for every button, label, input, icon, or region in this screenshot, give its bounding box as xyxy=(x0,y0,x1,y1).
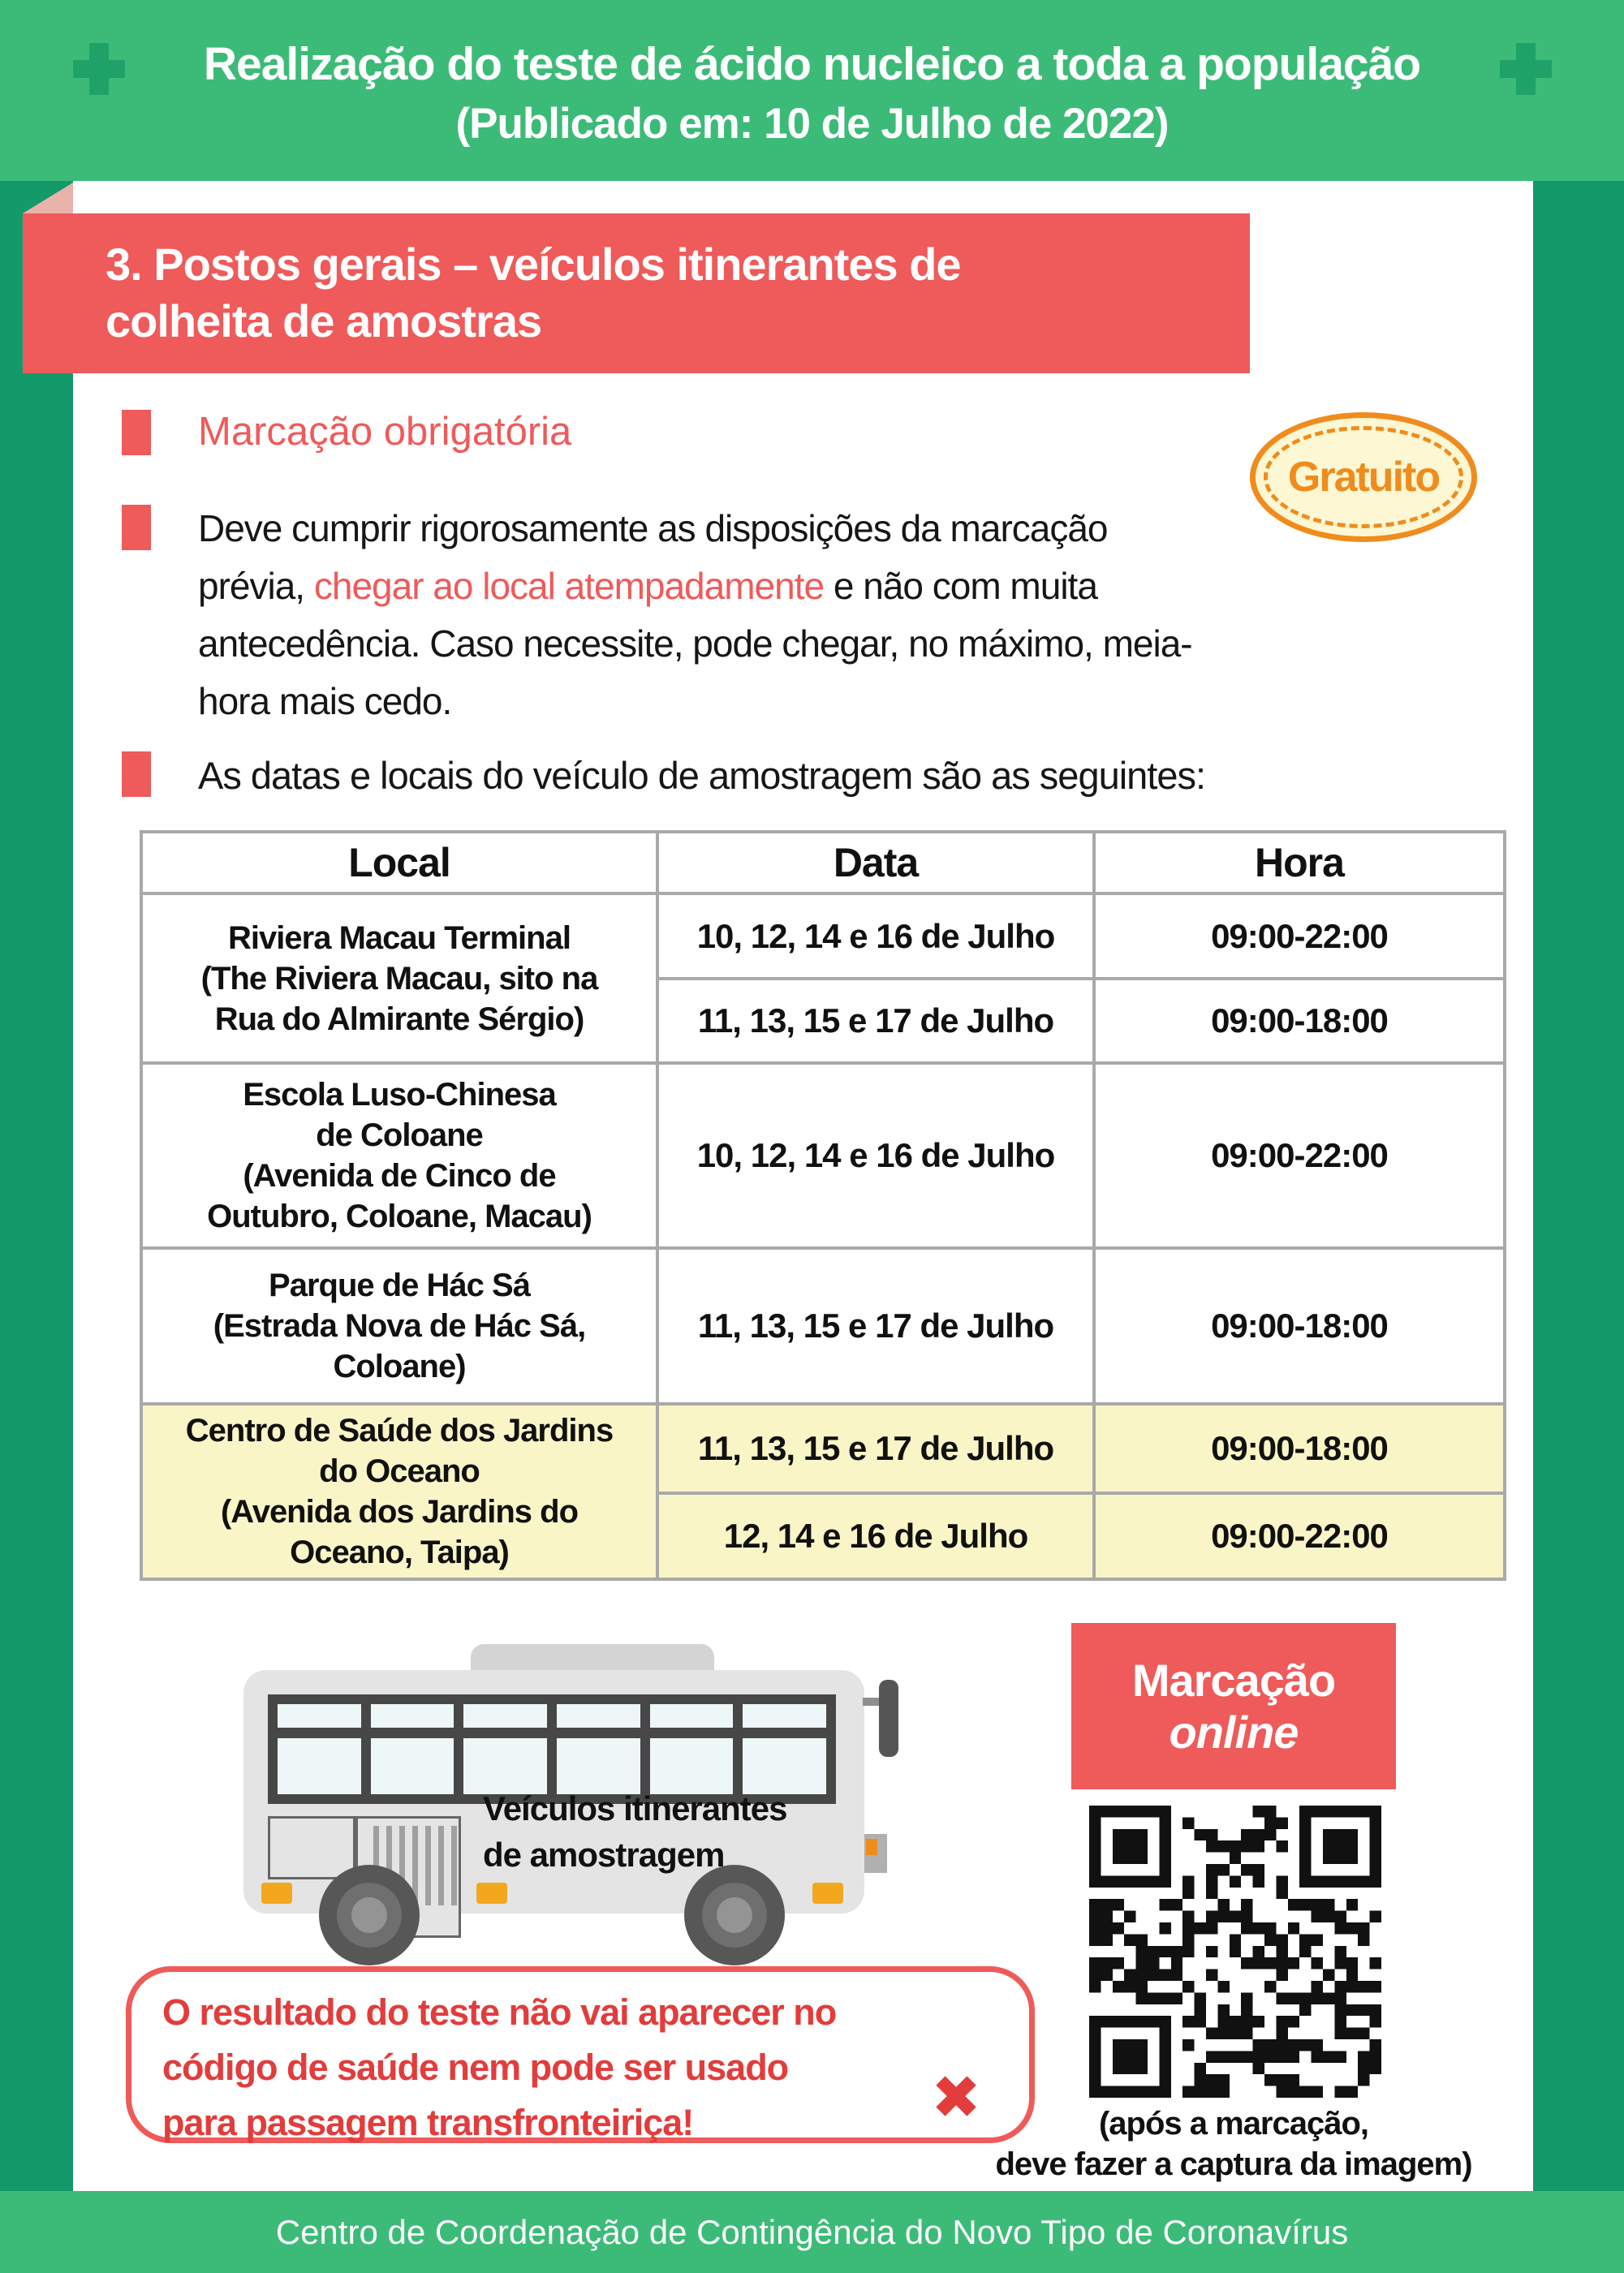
medical-cross-icon xyxy=(1500,43,1552,95)
paragraph-highlight: chegar ao local atempadamente xyxy=(313,565,825,607)
page-subtitle: (Publicado em: 10 de Julho de 2022) xyxy=(455,100,1169,148)
paragraph-text: Deve cumprir rigorosamente as disposições da marcação prévia, xyxy=(198,507,1108,607)
bullet-square xyxy=(122,410,151,455)
hora-cell: 09:00-22:00 xyxy=(1094,1063,1505,1248)
bus-wheel xyxy=(319,1865,420,1965)
local-cell xyxy=(141,1063,657,1248)
bus-window xyxy=(743,1704,826,1794)
bus-window xyxy=(463,1704,547,1794)
data-cell: 10, 12, 14 e 16 de Julho xyxy=(657,893,1094,979)
free-badge-label: Gratuito xyxy=(1287,454,1440,501)
table-row xyxy=(141,1063,1505,1248)
online-booking-box xyxy=(1071,1623,1396,1789)
bullet-square xyxy=(122,751,151,797)
bus-window xyxy=(650,1704,734,1794)
data-cell: 11, 13, 15 e 17 de Julho xyxy=(657,979,1094,1063)
footer-band xyxy=(0,2191,1624,2273)
table-row xyxy=(141,1248,1505,1404)
bus-light xyxy=(812,1883,843,1904)
x-mark-icon: ✖ xyxy=(931,2064,982,2131)
table-row xyxy=(141,893,1505,979)
table-header-row xyxy=(141,832,1505,893)
bus-tail-light xyxy=(864,1834,887,1873)
bus-mirror xyxy=(879,1680,898,1757)
warning-text: O resultado do teste não vai aparecer no código de saúde nem pode ser usado para passagem transfronteiriça! xyxy=(162,1991,837,2143)
bus-window xyxy=(557,1704,640,1794)
hora-cell: 09:00-22:00 xyxy=(1094,1493,1505,1579)
mandatory-booking-label: Marcação obrigatória xyxy=(198,410,572,454)
local-name: Riviera Macau Terminal xyxy=(228,919,571,956)
local-name: Parque de Hác Sá xyxy=(269,1268,530,1303)
free-badge xyxy=(1250,412,1477,542)
local-address: (The Riviera Macau, sito na Rua do Almirante Sérgio) xyxy=(200,960,598,1037)
hora-cell: 09:00-18:00 xyxy=(1094,979,1505,1063)
local-address: (Estrada Nova de Hác Sá, Coloane) xyxy=(213,1308,586,1384)
data-cell: 11, 13, 15 e 17 de Julho xyxy=(657,1404,1094,1493)
bullet-square xyxy=(122,505,151,550)
bus-front-panel xyxy=(268,1816,355,1879)
table-row-highlighted xyxy=(141,1404,1505,1493)
hora-cell: 09:00-18:00 xyxy=(1094,1404,1505,1493)
section-title-banner: 3. Postos gerais – veículos itinerantes de colheita de amostras xyxy=(23,213,1250,373)
local-address: (Avenida dos Jardins do Oceano, Taipa) xyxy=(220,1494,579,1570)
table-intro-label: As datas e locais do veículo de amostragem são as seguintes: xyxy=(198,754,1206,797)
free-badge-dashed-ring xyxy=(1264,426,1463,528)
medical-cross-icon xyxy=(73,43,125,95)
local-cell xyxy=(141,1248,657,1404)
hora-cell: 09:00-18:00 xyxy=(1094,1248,1505,1404)
col-header-data: Data xyxy=(657,832,1094,893)
bus-side-label: Veículos itinerantes de amostragem xyxy=(483,1789,787,1874)
qr-caption: (após a marcação, deve fazer a captura da imagem) xyxy=(995,2106,1472,2182)
bus-window xyxy=(371,1704,454,1794)
local-name: Escola Luso-Chinesa de Coloane xyxy=(243,1077,556,1153)
data-cell: 12, 14 e 16 de Julho xyxy=(657,1493,1094,1579)
schedule-table xyxy=(140,830,1506,1581)
bus-window xyxy=(278,1704,361,1794)
paragraph-text: e não com muita antecedência. Caso necessite, pode chegar, no máximo, meia-hora mais cedo. xyxy=(198,565,1192,722)
page-title: Realização do teste de ácido nucleico a toda a população xyxy=(203,38,1421,90)
warning-box xyxy=(126,1966,1035,2143)
col-header-local: Local xyxy=(141,832,657,893)
footer-text: Centro de Coordenação de Contingência do Novo Tipo de Coronavírus xyxy=(275,2213,1349,2251)
instructions-paragraph xyxy=(198,500,1196,730)
qr-code xyxy=(1089,1806,1381,2098)
local-address: (Avenida de Cinco de Outubro, Coloane, Macau) xyxy=(207,1158,592,1234)
data-cell: 10, 12, 14 e 16 de Julho xyxy=(657,1063,1094,1248)
online-booking-subtitle: online xyxy=(1169,1706,1299,1758)
local-cell xyxy=(141,1404,657,1579)
online-booking-title: Marcação xyxy=(1131,1654,1336,1706)
bus-light xyxy=(261,1883,292,1904)
data-cell: 11, 13, 15 e 17 de Julho xyxy=(657,1248,1094,1404)
bus-light xyxy=(476,1883,507,1904)
hora-cell: 09:00-22:00 xyxy=(1094,893,1505,979)
local-cell xyxy=(141,893,657,1063)
bus-illustration xyxy=(239,1639,929,1980)
col-header-hora: Hora xyxy=(1094,832,1505,893)
bus-wheel xyxy=(684,1865,785,1965)
schedule-table-wrap xyxy=(140,830,1506,1581)
local-name: Centro de Saúde dos Jardins do Oceano xyxy=(185,1413,614,1489)
